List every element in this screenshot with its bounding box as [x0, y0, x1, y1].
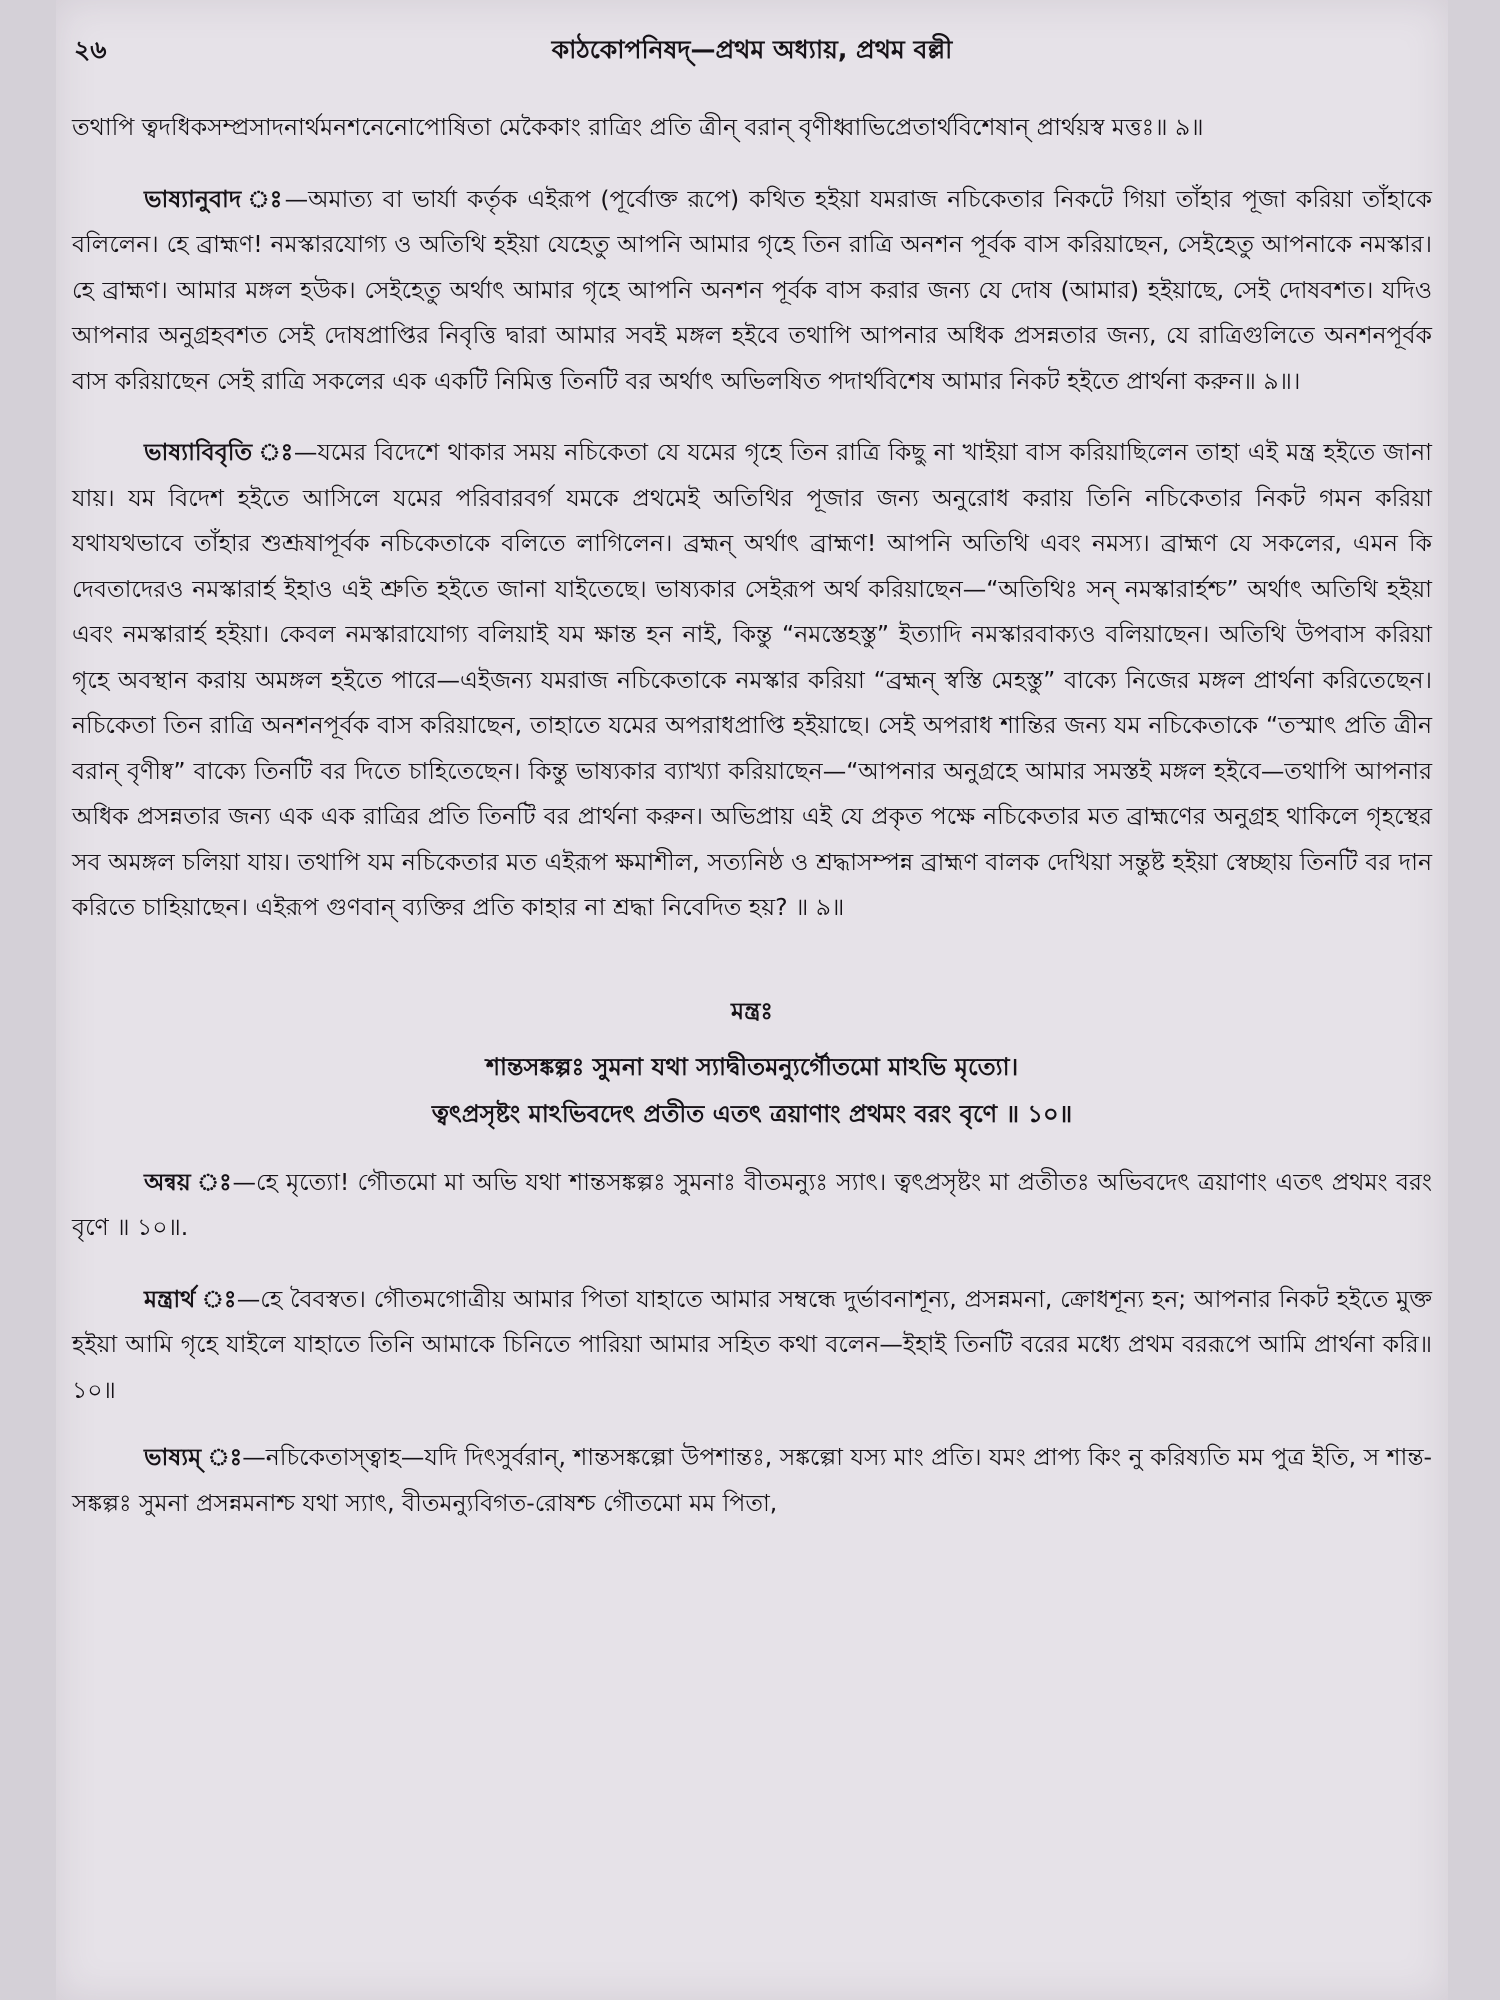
- mantra-heading: মন্ত্রঃ: [731, 996, 773, 1025]
- bhashyanuvad-label: ভাষ্যানুবাদ ঃ: [144, 184, 285, 213]
- bhashyam-label: ভাষ্যম্‌ ঃ: [144, 1443, 243, 1471]
- anvaya-paragraph: [72, 1160, 1432, 1251]
- mantrartha-text: —হে বৈবস্বত। গৌতমগোত্রীয় আমার পিতা যাহাতে আমার সম্বন্ধে দুর্ভাবনাশূন্য, প্রসন্নমনা, ক্রোধশূন্য হন; আপনার নিকট হইতে মুক্ত হইয়া আমি গৃহে যাইলে যাহাতে তিনি আমাকে চিনিতে পারিয়া আমার সহিত কথা বলেন—ইহাই তিনটি বরের মধ্যে প্রথম বররূপে আমি প্রার্থনা করি॥ ১০॥: [72, 1284, 1432, 1404]
- mantrartha-paragraph: [72, 1277, 1432, 1414]
- running-title: কাঠকোপনিষদ্‌—প্রথম অধ্যায়, প্রথম বল্লী: [551, 35, 953, 64]
- mantra-line-1: শান্তসঙ্কল্পঃ সুমনা যথা স্যাদ্বীতমন্যুর্গৌতমো মাঽভি মৃত্যো।: [485, 1052, 1019, 1081]
- bhashyavivriti-paragraph: [72, 430, 1432, 931]
- bhashyam-text: —নচিকেতাস্ত্বাহ—যদি দিৎসুর্বরান্‌, শান্তসঙ্কল্পো উপশান্তঃ, সঙ্কল্পো যস্য মাং প্রতি। যমং প্রাপ্য কিং নু করিষ্যতি মম পুত্র ইতি, স শান্ত-সঙ্কল্পঃ সুমনা প্রসন্নমনাশ্চ যথা স্যাৎ, বীতমন্যুবিগত-রোষশ্চ গৌতমো মম পিতা,: [72, 1443, 1432, 1517]
- bhashyanuvad-text: —অমাত্য বা ভার্যা কর্তৃক এইরূপ (পূর্বোক্ত রূপে) কথিত হইয়া যমরাজ নচিকেতার নিকটে গিয়া তাঁহার পূজা করিয়া তাঁহাকে বলিলেন। হে ব্রাহ্মণ! নমস্কারযোগ্য ও অতিথি হইয়া যেহেতু আপনি আমার গৃহে তিন রাত্রি অনশন পূর্বক বাস করিয়াছেন, সেইহেতু আপনাকে নমস্কার। হে ব্রাহ্মণ। আমার মঙ্গল হউক। সেইহেতু অর্থাৎ আমার গৃহে আপনি অনশন পূর্বক বাস করার জন্য যে দোষ (আমার) হইয়াছে, সেই দোষবশত। যদিও আপনার অনুগ্রহবশত সেই দোষপ্রাপ্তির নিবৃত্তি দ্বারা আমার সবই মঙ্গল হইবে তথাপি আপনার অধিক প্রসন্নতার জন্য, যে রাত্রিগুলিতে অনশনপূর্বক বাস করিয়াছেন সেই রাত্রি সকলের এক একটি নিমিত্ত তিনটি বর অর্থাৎ অভিলষিত পদার্থবিশেষ আমার নিকট হইতে প্রার্থনা করুন॥ ৯॥।: [72, 184, 1432, 395]
- mantra-verse: [72, 1044, 1432, 1138]
- anvaya-label: অন্বয় ঃ: [144, 1167, 233, 1196]
- bhashyam-paragraph: [72, 1435, 1432, 1526]
- continuation-paragraph: তথাপি ত্বদধিকসম্প্রসাদনার্থমনশনেনোপোষিতা মেকৈকাং রাত্রিং প্রতি ত্রীন্‌ বরান্‌ বৃণীধ্বাভিপ্রেতার্থবিশেষান্‌ প্রার্থয়স্ব মত্তঃ॥ ৯॥: [72, 113, 1204, 141]
- page-body: [72, 105, 1432, 1526]
- page-number: ২৬: [74, 35, 107, 64]
- page-header: [74, 30, 1430, 70]
- mantrartha-label: মন্ত্রার্থ ঃ: [144, 1284, 237, 1313]
- bhashyanuvad-paragraph: [72, 177, 1432, 405]
- mantra-line-2: ত্বৎপ্রসৃষ্টং মাঽভিবদেৎ প্রতীত এতৎ ত্রয়াণাং প্রথমং বরং বৃণে ॥ ১০॥: [431, 1099, 1073, 1128]
- bhashyavivriti-text: —যমের বিদেশে থাকার সময় নচিকেতা যে যমের গৃহে তিন রাত্রি কিছু না খাইয়া বাস করিয়াছিলেন তাহা এই মন্ত্র হইতে জানা যায়। যম বিদেশ হইতে আসিলে যমের পরিবারবর্গ যমকে প্রথমেই অতিথির পূজার জন্য অনুরোধ করায় তিনি নচিকেতার নিকট গমন করিয়া যথাযথভাবে তাঁহার শুশ্রূষাপূর্বক নচিকেতাকে বলিতে লাগিলেন। ব্রহ্মন্‌ অর্থাৎ ব্রাহ্মণ! আপনি অতিথি এবং নমস্য। ব্রাহ্মণ যে সকলের, এমন কি দেবতাদেরও নমস্কারার্হ ইহাও এই শ্রুতি হইতে জানা যাইতেছে। ভাষ্যকার সেইরূপ অর্থ করিয়াছেন—“অতিথিঃ সন্‌ নমস্কারার্হশ্চ” অর্থাৎ অতিথি হইয়া এবং নমস্কারার্হ হইয়া। কেবল নমস্কারাযোগ্য বলিয়াই যম ক্ষান্ত হন নাই, কিন্তু “নমস্তেহস্তু” ইত্যাদি নমস্কারবাক্যও বলিয়াছেন। অতিথি উপবাস করিয়া গৃহে অবস্থান করায় অমঙ্গল হইতে পারে—এইজন্য যমরাজ নচিকেতাকে নমস্কার করিয়া “ব্রহ্মন্‌ স্বস্তি মেহস্তু” বাক্যে নিজের মঙ্গল প্রার্থনা করিতেছেন। নচিকেতা তিন রাত্রি অনশনপূর্বক বাস করিয়াছেন, তাহাতে যমের অপরাধপ্রাপ্তি হইয়াছে। সেই অপরাধ শান্তির জন্য যম নচিকেতাকে “তস্মাৎ প্রতি ত্রীন বরান্‌ বৃণীষ্ব” বাক্যে তিনটি বর দিতে চাহিতেছেন। কিন্তু ভাষ্যকার ব্যাখ্যা করিয়াছেন—“আপনার অনুগ্রহে আমার সমস্তই মঙ্গল হইবে—তথাপি আপনার অধিক প্রসন্নতার জন্য এক এক রাত্রির প্রতি তিনটি বর প্রার্থনা করুন। অভিপ্রায় এই যে প্রকৃত পক্ষে নচিকেতার মত ব্রাহ্মণের অনুগ্রহ থাকিলে গৃহস্থের সব অমঙ্গল চলিয়া যায়। তথাপি যম নচিকেতার মত এইরূপ ক্ষমাশীল, সত্যনিষ্ঠ ও শ্রদ্ধাসম্পন্ন ব্রাহ্মণ বালক দেখিয়া সন্তুষ্ট হইয়া স্বেচ্ছায় তিনটি বর দান করিতে চাহিয়াছেন। এইরূপ গুণবান্‌ ব্যক্তির প্রতি কাহার না শ্রদ্ধা নিবেদিত হয়? ॥ ৯॥: [72, 438, 1432, 921]
- book-page: [56, 0, 1448, 2000]
- anvaya-text: —হে মৃত্যো! গৌতমো মা অভি যথা শান্তসঙ্কল্পঃ সুমনাঃ বীতমন্যুঃ স্যাৎ। ত্বৎপ্রসৃষ্টং মা প্রতীতঃ অভিবদেৎ ত্রয়াণাং এতৎ প্রথমং বরং বৃণে ॥ ১০॥.: [72, 1167, 1432, 1241]
- bhashyavivriti-label: ভাষ্যাবিবৃতি ঃ: [144, 438, 294, 466]
- mantra-section: [72, 989, 1432, 1138]
